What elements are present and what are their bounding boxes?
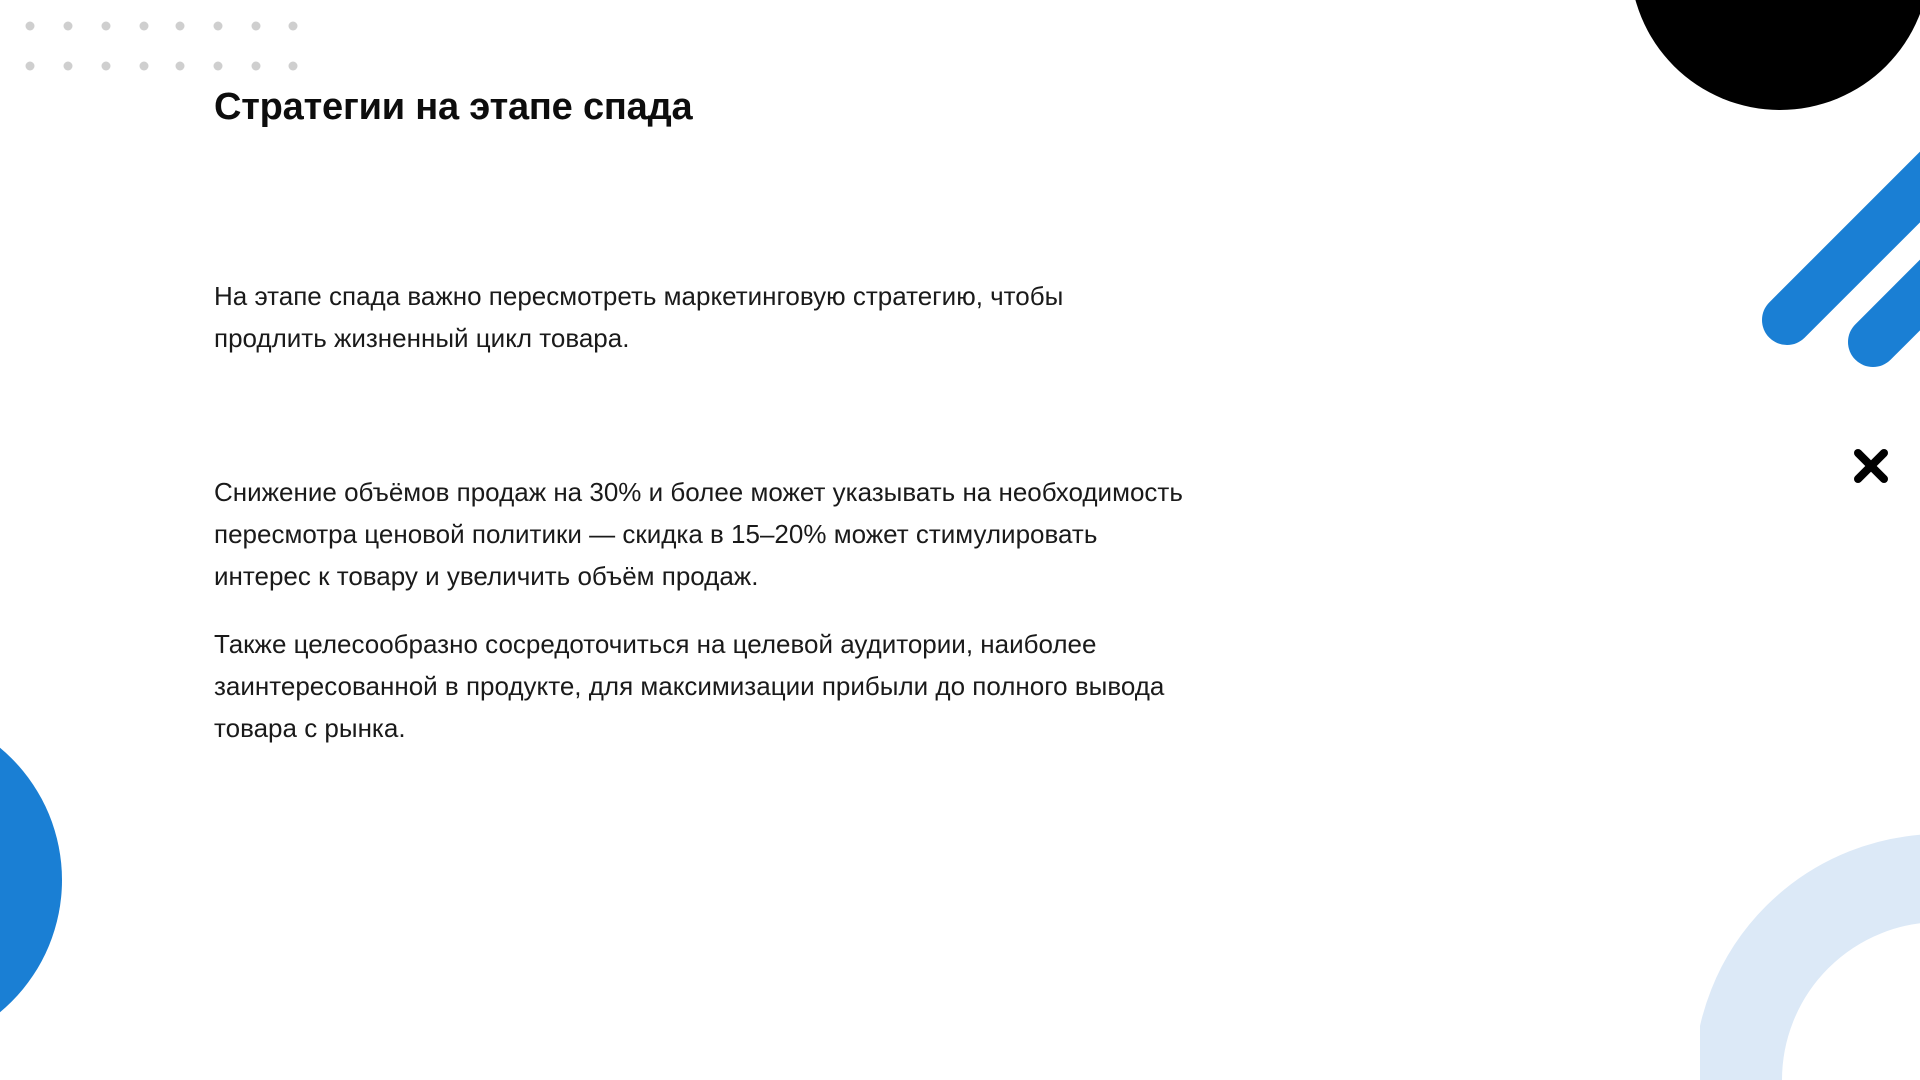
blue-circle-decoration xyxy=(0,720,80,1040)
paragraph-intro: На этапе спада важно пересмотреть маркетинговую стратегию, чтобы продлить жизненный цикл товара. xyxy=(214,281,1064,353)
paragraph-pricing: Снижение объёмов продаж на 30% и более может указывать на необходимость пересмотра ценовой политики — скидка в 15–20% может стимулировать интерес к товару и увеличить объём продаж. xyxy=(214,477,1183,591)
light-blue-arc-decoration xyxy=(1700,820,1920,1080)
blue-stripes-decoration xyxy=(1740,140,1920,380)
paragraph-audience: Также целесообразно сосредоточиться на целевой аудитории, наиболее заинтересованной в продукте, для максимизации прибыли до полного вывода товара с рынка. xyxy=(214,629,1165,743)
close-x-icon xyxy=(1852,447,1890,485)
black-circle-decoration xyxy=(1600,0,1920,120)
dot-grid-icon xyxy=(20,18,310,74)
slide-title: Стратегии на этапе спада xyxy=(214,86,693,128)
